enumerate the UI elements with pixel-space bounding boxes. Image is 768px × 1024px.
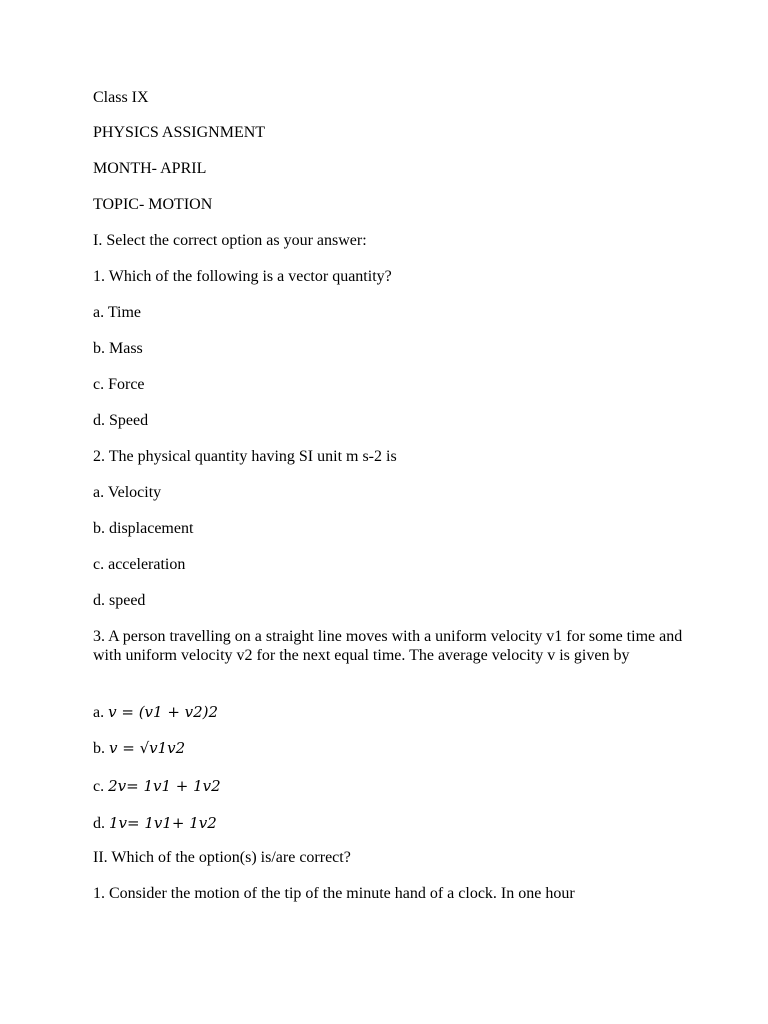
- option-prefix: d.: [93, 815, 105, 832]
- class-label: Class IX: [93, 89, 149, 106]
- question-2-option-a: a. Velocity: [93, 484, 162, 501]
- topic-label: TOPIC- MOTION: [93, 196, 213, 213]
- option-prefix: b.: [93, 740, 105, 757]
- question-3-option-a: [93, 703, 218, 722]
- question-2-option-b: b. displacement: [93, 520, 194, 537]
- option-prefix: c.: [93, 778, 105, 795]
- question-3-option-b: [93, 739, 185, 758]
- question-1-text: 1. Which of the following is a vector quantity?: [93, 268, 392, 285]
- formula: 𝑣 = √𝑣1𝑣2: [109, 739, 186, 757]
- question-2-option-d: d. speed: [93, 592, 146, 609]
- assignment-title: PHYSICS ASSIGNMENT: [93, 124, 266, 141]
- question-1-option-b: b. Mass: [93, 340, 143, 357]
- section-1-heading: I. Select the correct option as your answer:: [93, 232, 367, 249]
- month-label: MONTH- APRIL: [93, 160, 207, 177]
- section-2-heading: II. Which of the option(s) is/are correct?: [93, 849, 351, 866]
- formula: 1𝑣= 1𝑣1+ 1𝑣2: [109, 814, 217, 832]
- question-2-option-c: c. acceleration: [93, 556, 186, 573]
- question-3-option-c: [93, 777, 221, 796]
- question-1-option-a: a. Time: [93, 304, 142, 321]
- question-3-text: 3. A person travelling on a straight line moves with a uniform velocity v1 for some time and with uniform velocity v2 for the next equal time. The average velocity v is given by: [93, 628, 683, 664]
- question-3-option-d: [93, 814, 217, 833]
- formula: 2𝑣= 1𝑣1 + 1𝑣2: [108, 777, 221, 795]
- section-2-question-1-text: 1. Consider the motion of the tip of the minute hand of a clock. In one hour: [93, 885, 575, 902]
- question-2-text: 2. The physical quantity having SI unit m s-2 is: [93, 448, 397, 465]
- formula: 𝑣 = (𝑣1 + 𝑣2)2: [108, 703, 219, 721]
- question-1-option-c: c. Force: [93, 376, 145, 393]
- question-1-option-d: d. Speed: [93, 412, 149, 429]
- option-prefix: a.: [93, 704, 105, 721]
